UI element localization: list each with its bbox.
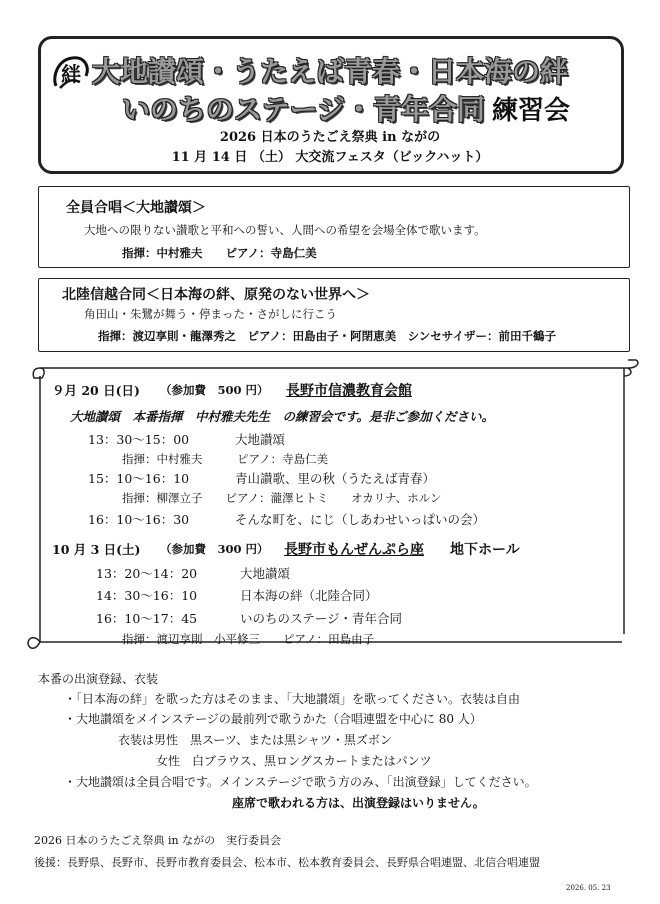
day2-row3-time: 16：10～17：45 — [96, 611, 198, 626]
day2-row2-item: 日本海の絆（北陸合同） — [240, 588, 378, 603]
day1-row2-item: 指揮：中村雅夫 ピアノ：寺島仁美 — [122, 452, 329, 466]
title-line-1: 大地讃頌・うたえば青春・日本海の絆 — [92, 55, 569, 88]
day2-row4-item: 指揮：渡辺享則 小平修三 ピアノ：田島由子 — [122, 632, 375, 646]
footer-organizer: 2026 日本のうたごえ祭典 in ながの 実行委員会 — [34, 834, 282, 847]
day2-fee: （参加費 300 円） — [160, 542, 269, 556]
event-subtitle: 2026 日本のうたごえ祭典 in ながの — [219, 130, 441, 145]
footer-sponsors: 後援：長野県、長野市、長野市教育委員会、松本市、松本教育委員会、長野県合唱連盟、北信合唱連盟 — [34, 856, 540, 869]
day1-row5-item: そんな町を、にじ（しあわせいっぱいの会） — [235, 512, 486, 527]
title-line-2: いのちのステージ・青年合同 — [122, 93, 485, 126]
section2-songs: 角田山・朱鷺が舞う・停まった・さがしに行こう — [84, 307, 337, 321]
day1-row4-item: 指揮：柳澤立子 ピアノ：瀧澤ヒトミ オカリナ、ホルン — [122, 491, 442, 505]
note-5: ・大地讃頌は全員合唱です。メインステージで歌う方のみ、「出演登録」してください。 — [64, 775, 537, 789]
section2-title: 北陸信越合同＜日本海の絆、原発のない世界へ＞ — [62, 287, 370, 303]
note-3: 衣装は男性 黒スーツ、または黒シャツ・黒ズボン — [118, 733, 392, 747]
day1-row3-item: 青山讃歌、里の秋（うたえば青春） — [235, 471, 436, 486]
note-4: 女性 白ブラウス、黒ロングスカートまたはパンツ — [156, 754, 432, 768]
section2-credits: 指揮：渡辺享則・龍澤秀之 ピアノ：田島由子・阿閉恵美 シンセサイザー：前田千鶴子 — [98, 329, 556, 343]
day1-row1-item: 大地讃頌 — [235, 432, 286, 447]
section1-credits: 指揮：中村雅夫 ピアノ：寺島仁美 — [122, 246, 317, 260]
title-suffix: 練習会 — [492, 96, 571, 126]
day1-venue: 長野市信濃教育会館 — [286, 383, 412, 399]
note-2: ・大地讃頌をメインステージの最前列で歌うかた（合唱連盟を中心に 80 人） — [64, 712, 482, 726]
day2-row2-time: 14：30～16：10 — [96, 588, 198, 603]
day2-row1-item: 大地讃頌 — [240, 566, 291, 581]
event-date: 11 月 14 日 （土） 大交流フェスタ（ビックハット） — [171, 150, 489, 165]
day2-venue: 長野市もんぜんぷら座 — [284, 542, 424, 558]
section1-description: 大地への限りない讃歌と平和への誓い、人間への希望を会場全体で歌います。 — [84, 223, 486, 237]
note-1: ・「日本海の絆」を歌った方はそのまま、「大地讃頌」を歌ってください。衣装は自由 — [64, 692, 521, 706]
day2-row3-item: いのちのステージ・青年合同 — [240, 611, 403, 626]
day2-date: 10 月 3 日(土) — [52, 542, 141, 557]
svg-text:絆: 絆 — [61, 62, 81, 86]
day1-row1-time: 13：30～15：00 — [88, 432, 190, 447]
day2-row1-time: 13：20～14：20 — [96, 566, 198, 581]
day1-row3-time: 15：10～16：10 — [88, 471, 190, 486]
day2-venue-suffix: 地下ホール — [450, 542, 520, 558]
footer-date: 2026. 05. 23 — [566, 884, 611, 892]
section1-title: 全員合唱＜大地讃頌＞ — [66, 200, 206, 216]
day1-date: ９月 20 日(日) — [52, 383, 140, 398]
note-6: 座席で歌われる方は、出演登録はいりません。 — [232, 796, 485, 810]
day1-row5-time: 16：10～16：30 — [88, 512, 190, 527]
day1-fee: （参加費 500 円） — [160, 383, 269, 397]
day1-highlight: 大地讃頌 本番指揮 中村雅夫先生 の練習会です。是非ご参加ください。 — [70, 409, 495, 424]
notes-heading: 本番の出演登録、衣装 — [38, 672, 159, 686]
kizuna-logo-icon — [50, 52, 92, 94]
